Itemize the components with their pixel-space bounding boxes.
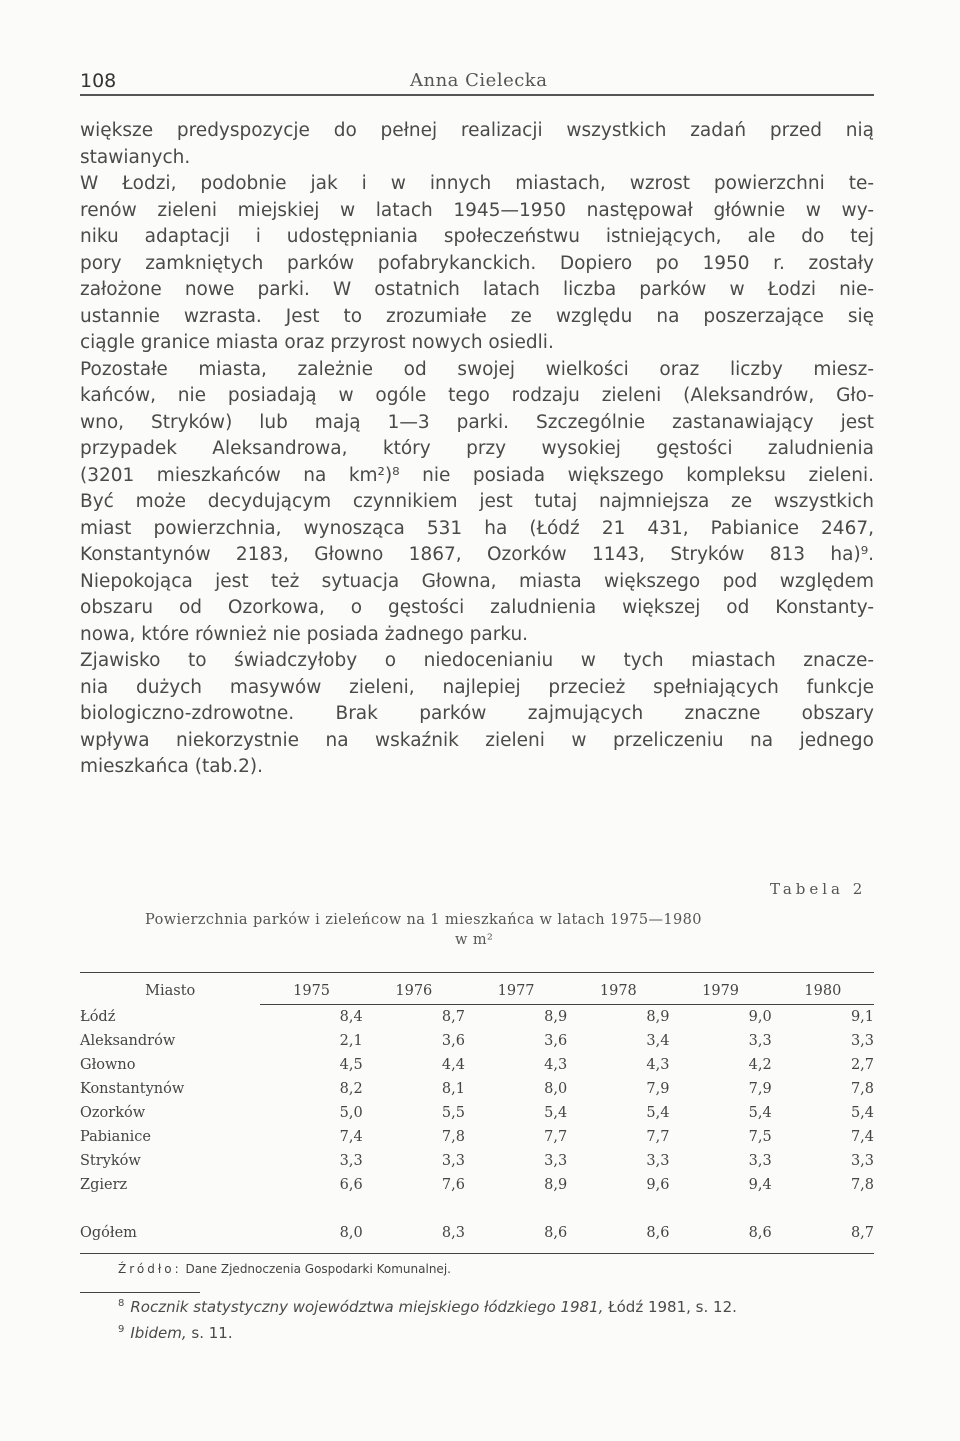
body-line: Pozostałe miasta, zależnie od swojej wielkości oraz liczby miesz-: [80, 358, 874, 380]
body-line: niku adaptacji i udostępniania społeczeństwu istniejących, ale do tej: [80, 226, 874, 247]
table-row: [80, 1029, 874, 1053]
value-cell: 8,2: [339, 1081, 363, 1097]
table-row: [80, 1005, 874, 1030]
body-line: stawianych.: [80, 146, 191, 168]
value-cell: 5,4: [748, 1105, 772, 1121]
column-header-year: 1980: [772, 978, 874, 1005]
table-caption-line1: Powierzchnia parków i zieleńcow na 1 mieszkańca w latach 1975—1980: [145, 912, 702, 928]
table-row: [80, 1173, 874, 1197]
source-label: Źródło:: [118, 1262, 182, 1276]
body-line: Konstantynów 2183, Głowno 1867, Ozorków 1143, Stryków 813 ha)⁹.: [80, 544, 874, 565]
value-cell: 3,3: [441, 1153, 465, 1169]
body-line: mieszkańca (tab.2).: [80, 756, 264, 777]
value-cell: 9,1: [850, 1009, 874, 1025]
value-cell: 3,3: [339, 1153, 363, 1169]
source-text: Dane Zjednoczenia Gospodarki Komunalnej.: [185, 1262, 451, 1276]
value-cell: 5,4: [850, 1105, 874, 1121]
city-cell: Ozorków: [80, 1105, 146, 1121]
column-header-year: 1977: [465, 978, 567, 1005]
footnote-number: 9: [118, 1324, 125, 1335]
body-line: Zjawisko to świadczyłoby o niedocenianiu w tych miastach znacze-: [80, 650, 874, 671]
body-line: wno, Stryków) lub mają 1—3 parki. Szczególnie zastanawiający jest: [80, 411, 874, 433]
value-cell: 4,3: [544, 1057, 568, 1073]
value-cell: 3,6: [544, 1033, 568, 1049]
table-total-row: [80, 1221, 874, 1245]
body-line: renów zieleni miejskiej w latach 1945—1950 następował głównie w wy-: [80, 199, 874, 221]
footnote-rule: [80, 1292, 200, 1293]
value-cell: 8,3: [441, 1225, 465, 1241]
city-cell: Konstantynów: [80, 1081, 185, 1097]
city-cell: Pabianice: [80, 1129, 151, 1145]
table-caption: [145, 912, 845, 948]
value-cell: 7,4: [850, 1129, 874, 1145]
footnote-9: [118, 1324, 233, 1342]
value-cell: 6,6: [339, 1177, 363, 1193]
page-header: [80, 66, 874, 96]
value-cell: 8,4: [339, 1009, 363, 1025]
value-cell: 8,9: [544, 1177, 568, 1193]
footnote-rest: s. 11.: [186, 1324, 233, 1342]
value-cell: 8,7: [441, 1009, 465, 1025]
value-cell: 7,9: [646, 1081, 670, 1097]
value-cell: 5,4: [646, 1105, 670, 1121]
value-cell: 7,7: [646, 1129, 670, 1145]
value-cell: 8,1: [441, 1081, 465, 1097]
value-cell: 9,6: [646, 1177, 670, 1193]
table-row: [80, 1077, 874, 1101]
value-cell: 8,7: [850, 1225, 874, 1241]
table-caption-unit: w m²: [455, 932, 494, 948]
body-line: nowa, które również nie posiada żadnego parku.: [80, 623, 529, 645]
value-cell: 4,3: [646, 1057, 670, 1073]
value-cell: 5,4: [544, 1105, 568, 1121]
value-cell: 3,4: [646, 1033, 670, 1049]
column-header-city: Miasto: [145, 983, 196, 1000]
value-cell: 7,8: [441, 1129, 465, 1145]
body-line: ciągle granice miasta oraz przyrost nowych osiedli.: [80, 332, 554, 353]
body-line: nia dużych masywów zieleni, najlepiej przecież spełniających funkcje: [80, 676, 874, 698]
table-label: Tabela 2: [770, 880, 867, 898]
table-bottom-rule: [80, 1253, 874, 1254]
data-table: [80, 978, 874, 1245]
page-number: 108: [80, 70, 117, 92]
table-row: [80, 1149, 874, 1173]
body-line: przypadek Aleksandrowa, który przy wysokiej gęstości zaludnienia: [80, 438, 874, 459]
value-cell: 7,4: [339, 1129, 363, 1145]
table-top-rule: [80, 972, 874, 973]
column-header-year: 1979: [669, 978, 771, 1005]
table-row: [80, 1101, 874, 1125]
value-cell: 4,2: [748, 1057, 772, 1073]
value-cell: 8,6: [646, 1225, 670, 1241]
table-source: [118, 1262, 451, 1276]
table-row: [80, 1053, 874, 1077]
value-cell: 5,0: [339, 1105, 363, 1121]
city-cell: Głowno: [80, 1057, 136, 1073]
body-line: biologiczno-zdrowotne. Brak parków zajmujących znaczne obszary: [80, 703, 874, 724]
footnote-title: Rocznik statystyczny województwa miejskiego łódzkiego 1981,: [130, 1298, 604, 1316]
column-header-year: 1976: [363, 978, 465, 1005]
body-line: obszaru od Ozorkowa, o gęstości zaludnienia większej od Konstanty-: [80, 597, 874, 618]
value-cell: 8,9: [544, 1009, 568, 1025]
body-line: ustannie wzrasta. Jest to zrozumiałe ze względu na poszerzające się: [80, 305, 874, 327]
footnote-number: 8: [118, 1298, 125, 1309]
body-line: wpływa niekorzystnie na wskaźnik zieleni w przeliczeniu na jednego: [80, 729, 874, 751]
body-line: Niepokojąca jest też sytuacja Głowna, miasta większego pod względem: [80, 570, 874, 592]
city-cell: Łódź: [80, 1008, 116, 1025]
table-spacer: [80, 1197, 874, 1221]
value-cell: 9,0: [748, 1009, 772, 1025]
value-cell: 3,3: [850, 1033, 874, 1049]
value-cell: 8,0: [339, 1225, 363, 1241]
city-cell: Zgierz: [80, 1177, 128, 1193]
table-header-row: [80, 978, 874, 1005]
value-cell: 2,7: [850, 1057, 874, 1073]
value-cell: 7,9: [748, 1081, 772, 1097]
value-cell: 2,1: [339, 1033, 363, 1049]
body-line: W Łodzi, podobnie jak i w innych miastach, wzrost powierzchni te-: [80, 173, 874, 194]
value-cell: 7,8: [850, 1081, 874, 1097]
value-cell: 9,4: [748, 1177, 772, 1193]
value-cell: 4,5: [339, 1057, 363, 1073]
value-cell: 8,6: [544, 1225, 568, 1241]
value-cell: 3,3: [646, 1153, 670, 1169]
footnote-title: Ibidem,: [130, 1324, 187, 1342]
value-cell: 3,3: [544, 1153, 568, 1169]
value-cell: 7,7: [544, 1129, 568, 1145]
value-cell: 7,6: [441, 1177, 465, 1193]
body-line: (3201 mieszkańców na km²)⁸ nie posiada większego kompleksu zieleni.: [80, 464, 874, 486]
value-cell: 7,5: [748, 1129, 772, 1145]
value-cell: 3,3: [850, 1153, 874, 1169]
value-cell: 3,3: [748, 1033, 772, 1049]
value-cell: 7,8: [850, 1177, 874, 1193]
city-cell: Ogółem: [80, 1225, 137, 1241]
value-cell: 5,5: [441, 1105, 465, 1121]
value-cell: 8,6: [748, 1225, 772, 1241]
body-line: Być może decydującym czynnikiem jest tutaj najmniejsza ze wszystkich: [80, 491, 874, 512]
running-head: Anna Cielecka: [410, 70, 548, 91]
body-text: [80, 118, 874, 781]
footnote-rest: Łódź 1981, s. 12.: [603, 1298, 737, 1316]
table-row: [80, 1125, 874, 1149]
column-header-year: 1978: [567, 978, 669, 1005]
body-line: miast powierzchnia, wynosząca 531 ha (Łódź 21 431, Pabianice 2467,: [80, 517, 874, 539]
body-line: większe predyspozycje do pełnej realizacji wszystkich zadań przed nią: [80, 120, 874, 141]
body-line: założone nowe parki. W ostatnich latach liczba parków w Łodzi nie-: [80, 279, 874, 300]
city-cell: Aleksandrów: [80, 1033, 176, 1049]
city-cell: Stryków: [80, 1153, 141, 1169]
column-header-year: 1975: [260, 978, 362, 1005]
body-line: kańców, nie posiadają w ogóle tego rodzaju zieleni (Aleksandrów, Gło-: [80, 385, 874, 406]
value-cell: 3,3: [748, 1153, 772, 1169]
value-cell: 4,4: [441, 1057, 465, 1073]
value-cell: 3,6: [441, 1033, 465, 1049]
body-line: pory zamkniętych parków pofabrykanckich. Dopiero po 1950 r. zostały: [80, 252, 874, 274]
value-cell: 8,0: [544, 1081, 568, 1097]
footnote-8: [118, 1298, 737, 1316]
value-cell: 8,9: [646, 1009, 670, 1025]
